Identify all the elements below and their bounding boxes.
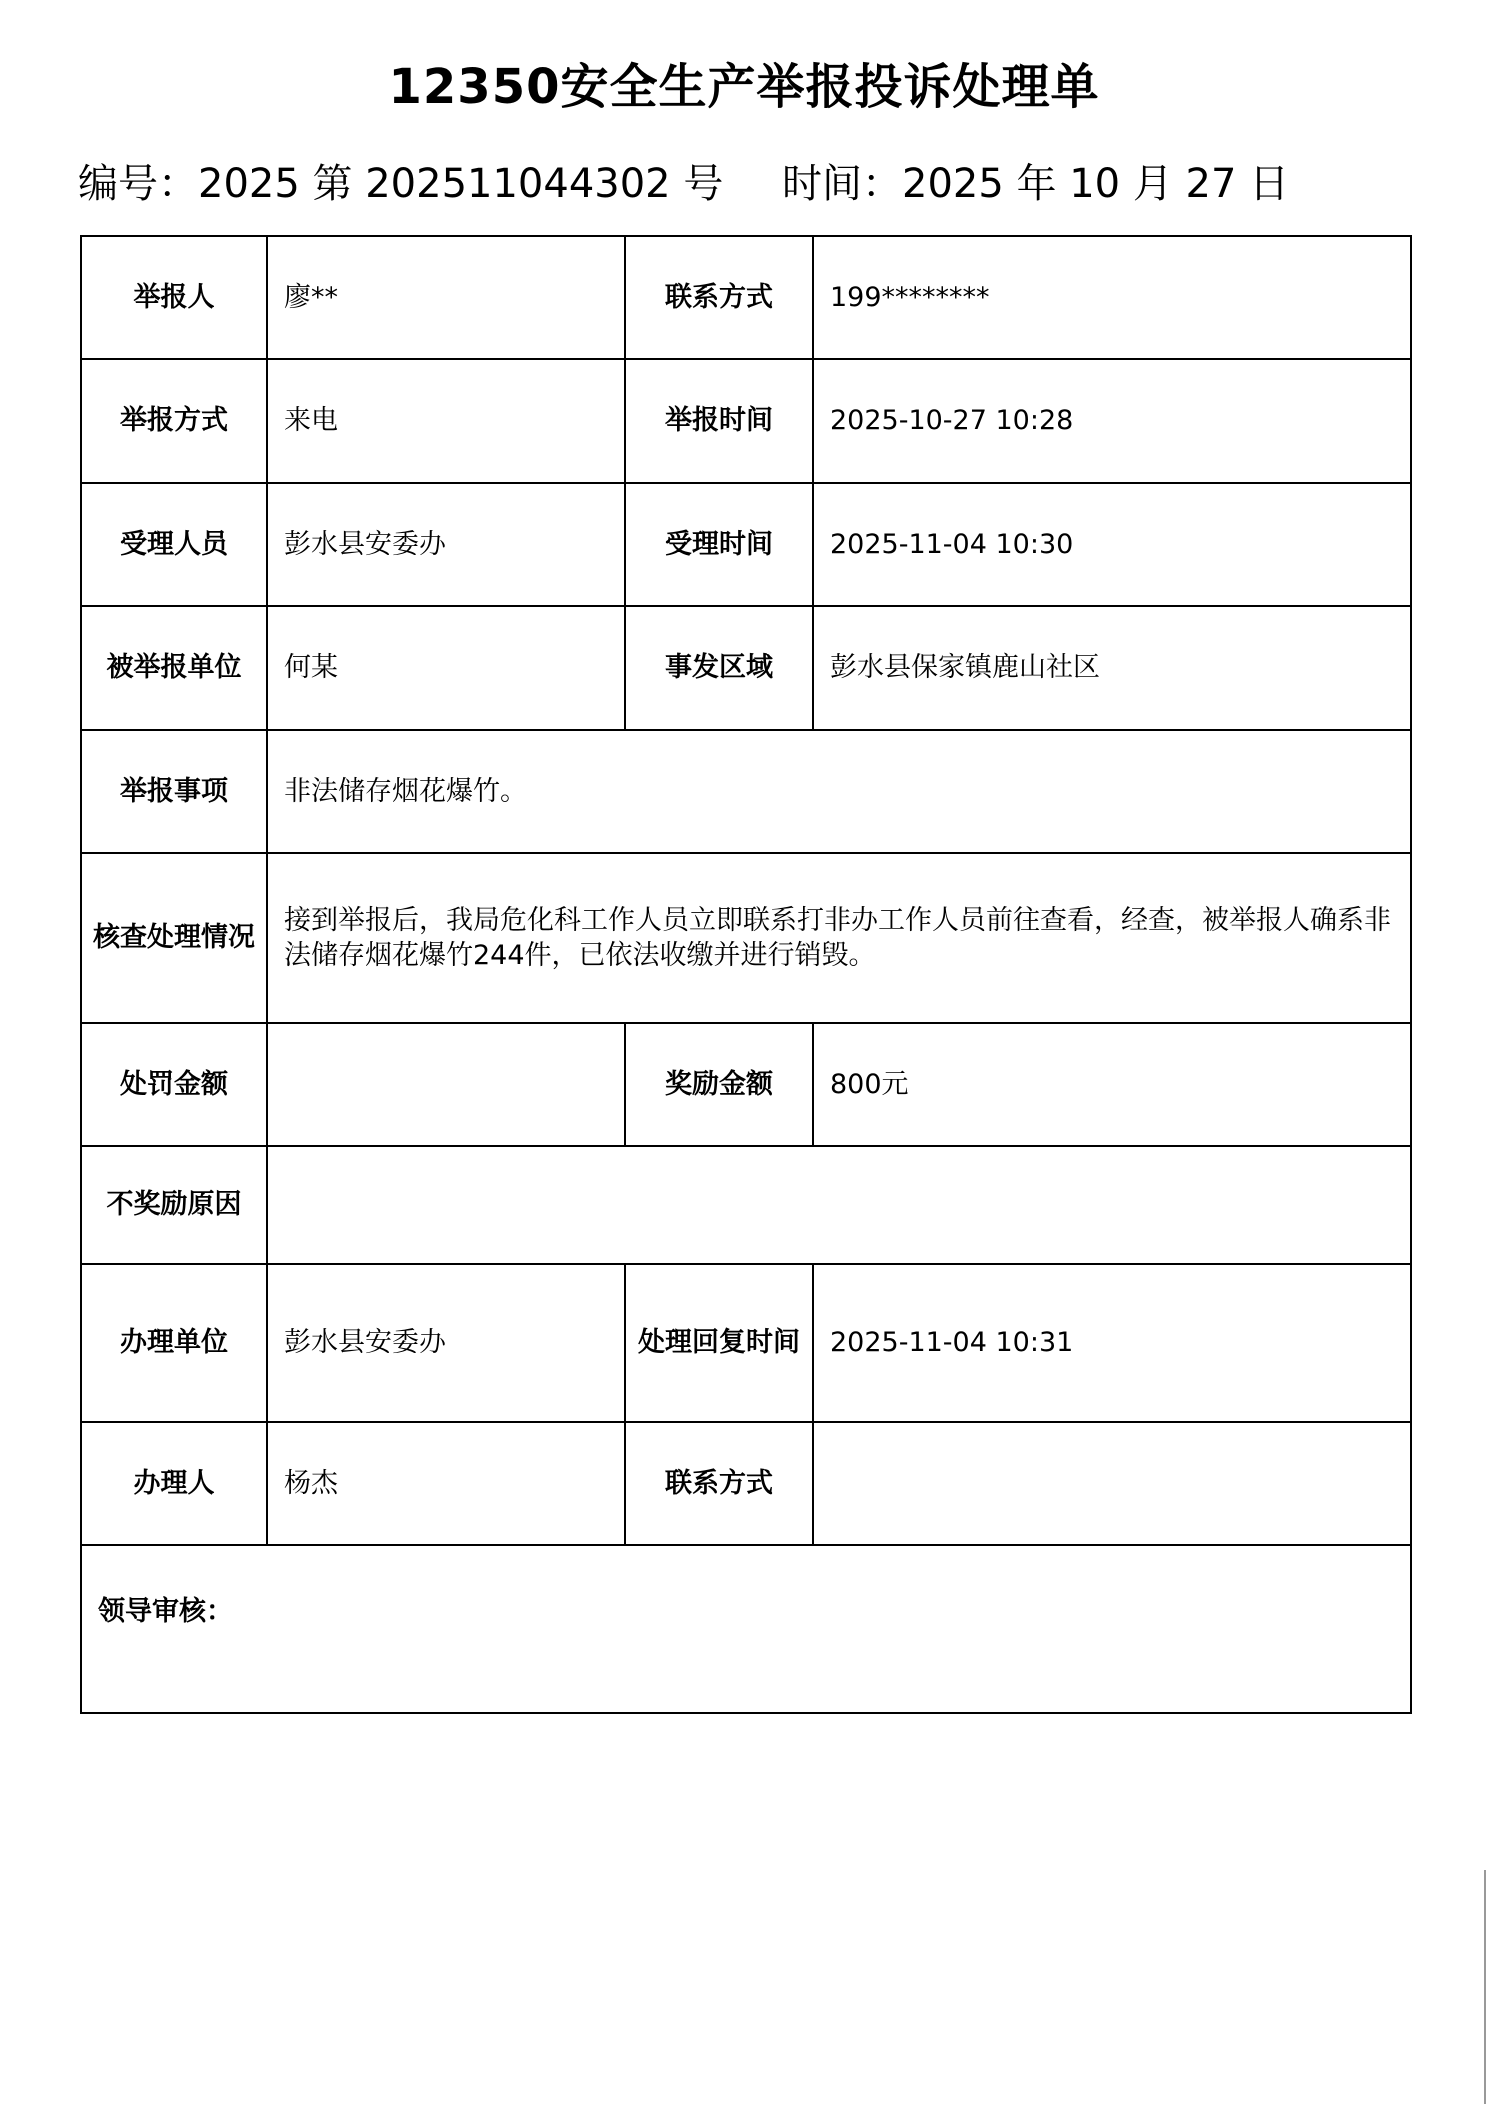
report-time-label: 举报时间: [625, 359, 813, 483]
table-row: [81, 1023, 1411, 1146]
handler-label: 办理人: [81, 1422, 267, 1545]
handler-contact-label: 联系方式: [625, 1422, 813, 1545]
handler-staff-label: 受理人员: [81, 483, 267, 606]
handling-unit-value: 彭水县安委办: [267, 1264, 625, 1422]
table-row: [81, 1146, 1411, 1264]
accept-time-label: 受理时间: [625, 483, 813, 606]
table-row: [81, 359, 1411, 483]
incident-area-value: 彭水县保家镇鹿山社区: [813, 606, 1411, 730]
leader-review-label: 领导审核：: [81, 1545, 1411, 1713]
accept-time-value: 2025-11-04 10:30: [813, 483, 1411, 606]
reporter-contact-label: 联系方式: [625, 236, 813, 359]
table-row: [81, 606, 1411, 730]
reward-amount-value: 800元: [813, 1023, 1411, 1146]
reported-unit-value: 何某: [267, 606, 625, 730]
handling-unit-label: 办理单位: [81, 1264, 267, 1422]
investigation-value: 接到举报后，我局危化科工作人员立即联系打非办工作人员前往查看，经查，被举报人确系非法储存烟花爆竹244件，已依法收缴并进行销毁。: [267, 853, 1411, 1023]
handler-staff-value: 彭水县安委办: [267, 483, 625, 606]
reporter-label: 举报人: [81, 236, 267, 359]
no-reward-reason-label: 不奖励原因: [81, 1146, 267, 1264]
penalty-amount-label: 处罚金额: [81, 1023, 267, 1146]
document-number: 编号：2025 第 202511044302 号: [78, 161, 724, 207]
incident-area-label: 事发区域: [625, 606, 813, 730]
table-row: [81, 1264, 1411, 1422]
reporter-value: 廖**: [267, 236, 625, 359]
report-form-table: [80, 235, 1412, 1714]
scan-edge-line: [1484, 1870, 1486, 2104]
report-time-value: 2025-10-27 10:28: [813, 359, 1411, 483]
reporter-contact-value: 199********: [813, 236, 1411, 359]
report-item-label: 举报事项: [81, 730, 267, 853]
document-date: 时间：2025 年 10 月 27 日: [782, 161, 1290, 207]
reported-unit-label: 被举报单位: [81, 606, 267, 730]
no-reward-reason-value: [267, 1146, 1411, 1264]
table-row: [81, 1545, 1411, 1713]
report-method-value: 来电: [267, 359, 625, 483]
reply-time-label: 处理回复时间: [625, 1264, 813, 1422]
table-row: [81, 236, 1411, 359]
report-method-label: 举报方式: [81, 359, 267, 483]
document-title: 12350安全生产举报投诉处理单: [388, 59, 1100, 115]
report-item-value: 非法储存烟花爆竹。: [267, 730, 1411, 853]
reward-amount-label: 奖励金额: [625, 1023, 813, 1146]
reply-time-value: 2025-11-04 10:31: [813, 1264, 1411, 1422]
handler-value: 杨杰: [267, 1422, 625, 1545]
table-row: [81, 1422, 1411, 1545]
penalty-amount-value: [267, 1023, 625, 1146]
investigation-label: 核查处理情况: [81, 853, 267, 1023]
table-row: [81, 483, 1411, 606]
handler-contact-value: [813, 1422, 1411, 1545]
table-row: [81, 730, 1411, 853]
table-row: [81, 853, 1411, 1023]
